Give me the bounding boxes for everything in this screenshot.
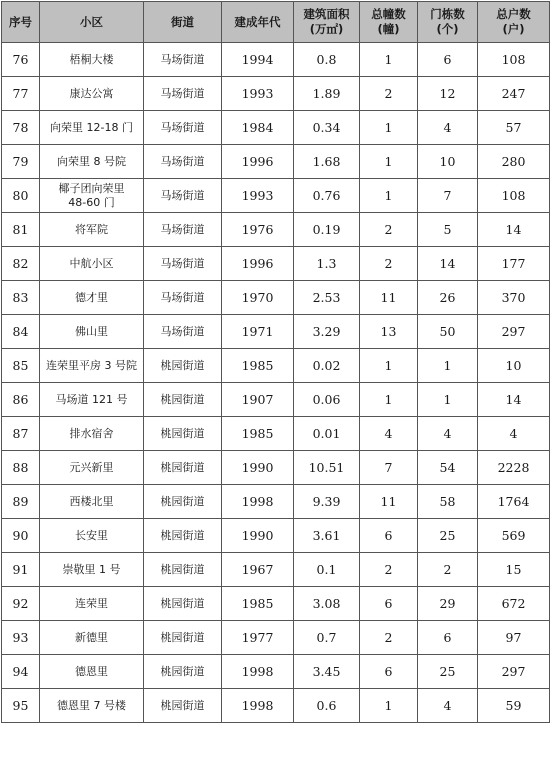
cell-building-count: 2 [360,621,418,655]
cell-building-count: 1 [360,689,418,723]
cell-street: 马场街道 [144,315,222,349]
cell-serial-no: 83 [2,281,40,315]
cell-household-count: 97 [478,621,550,655]
cell-build-year: 1990 [222,519,294,553]
cell-floor-area: 3.29 [294,315,360,349]
cell-build-year: 1993 [222,77,294,111]
cell-community-name: 连荣里 [40,587,144,621]
cell-household-count: 297 [478,315,550,349]
cell-household-count: 57 [478,111,550,145]
cell-street: 桃园街道 [144,485,222,519]
header-household-count: 总户数 (户) [478,2,550,43]
cell-community-name: 梧桐大楼 [40,43,144,77]
cell-build-year: 1985 [222,349,294,383]
cell-serial-no: 87 [2,417,40,451]
header-building-count: 总幢数 (幢) [360,2,418,43]
cell-entrance-count: 6 [418,621,478,655]
cell-serial-no: 91 [2,553,40,587]
cell-build-year: 1984 [222,111,294,145]
cell-street: 桃园街道 [144,621,222,655]
cell-entrance-count: 58 [418,485,478,519]
table-row [2,77,550,111]
cell-building-count: 1 [360,145,418,179]
cell-building-count: 1 [360,383,418,417]
cell-entrance-count: 54 [418,451,478,485]
cell-building-count: 2 [360,213,418,247]
cell-building-count: 6 [360,587,418,621]
cell-community-name: 佛山里 [40,315,144,349]
cell-street: 马场街道 [144,77,222,111]
cell-build-year: 1985 [222,417,294,451]
cell-building-count: 4 [360,417,418,451]
table-row [2,621,550,655]
header-community: 小区 [40,2,144,43]
cell-floor-area: 3.61 [294,519,360,553]
cell-floor-area: 1.89 [294,77,360,111]
table-row [2,247,550,281]
table-row [2,451,550,485]
table-row [2,349,550,383]
cell-community-name: 德恩里 [40,655,144,689]
cell-entrance-count: 14 [418,247,478,281]
cell-building-count: 13 [360,315,418,349]
cell-build-year: 1985 [222,587,294,621]
cell-floor-area: 2.53 [294,281,360,315]
header-build-year: 建成年代 [222,2,294,43]
cell-household-count: 108 [478,179,550,213]
cell-street: 马场街道 [144,281,222,315]
table-header-row [2,2,550,43]
table-row [2,417,550,451]
cell-entrance-count: 10 [418,145,478,179]
cell-floor-area: 0.8 [294,43,360,77]
community-data-table [1,1,550,723]
cell-street: 马场街道 [144,247,222,281]
cell-build-year: 1996 [222,247,294,281]
table-row [2,519,550,553]
cell-serial-no: 78 [2,111,40,145]
cell-floor-area: 1.68 [294,145,360,179]
cell-entrance-count: 4 [418,111,478,145]
table-row [2,485,550,519]
cell-community-name: 椰子团向荣里 48-60 门 [40,179,144,213]
cell-building-count: 2 [360,77,418,111]
table-body [2,43,550,723]
cell-build-year: 1970 [222,281,294,315]
cell-serial-no: 80 [2,179,40,213]
cell-entrance-count: 29 [418,587,478,621]
cell-entrance-count: 5 [418,213,478,247]
cell-build-year: 1990 [222,451,294,485]
cell-serial-no: 89 [2,485,40,519]
cell-entrance-count: 1 [418,383,478,417]
cell-entrance-count: 4 [418,689,478,723]
cell-community-name: 马场道 121 号 [40,383,144,417]
cell-building-count: 1 [360,179,418,213]
cell-street: 桃园街道 [144,689,222,723]
cell-street: 马场街道 [144,43,222,77]
cell-community-name: 将军院 [40,213,144,247]
table-row [2,587,550,621]
cell-street: 桃园街道 [144,383,222,417]
cell-serial-no: 85 [2,349,40,383]
cell-serial-no: 84 [2,315,40,349]
cell-street: 桃园街道 [144,519,222,553]
cell-community-name: 德恩里 7 号楼 [40,689,144,723]
cell-serial-no: 90 [2,519,40,553]
cell-floor-area: 0.7 [294,621,360,655]
cell-household-count: 15 [478,553,550,587]
header-floor-area: 建筑面积 (万㎡) [294,2,360,43]
cell-serial-no: 82 [2,247,40,281]
cell-floor-area: 0.06 [294,383,360,417]
cell-household-count: 280 [478,145,550,179]
cell-entrance-count: 4 [418,417,478,451]
cell-floor-area: 0.1 [294,553,360,587]
cell-street: 马场街道 [144,179,222,213]
cell-entrance-count: 25 [418,655,478,689]
cell-floor-area: 0.01 [294,417,360,451]
cell-building-count: 7 [360,451,418,485]
cell-entrance-count: 50 [418,315,478,349]
table-row [2,655,550,689]
cell-community-name: 西楼北里 [40,485,144,519]
cell-household-count: 247 [478,77,550,111]
cell-street: 桃园街道 [144,451,222,485]
cell-building-count: 6 [360,655,418,689]
cell-build-year: 1998 [222,689,294,723]
cell-household-count: 4 [478,417,550,451]
cell-building-count: 1 [360,349,418,383]
cell-build-year: 1994 [222,43,294,77]
cell-floor-area: 1.3 [294,247,360,281]
cell-serial-no: 94 [2,655,40,689]
cell-floor-area: 3.45 [294,655,360,689]
cell-community-name: 崇敬里 1 号 [40,553,144,587]
cell-serial-no: 77 [2,77,40,111]
cell-community-name: 新德里 [40,621,144,655]
cell-build-year: 1967 [222,553,294,587]
cell-floor-area: 0.76 [294,179,360,213]
cell-floor-area: 0.02 [294,349,360,383]
header-serial-no: 序号 [2,2,40,43]
cell-serial-no: 88 [2,451,40,485]
cell-household-count: 59 [478,689,550,723]
cell-build-year: 1998 [222,655,294,689]
cell-community-name: 连荣里平房 3 号院 [40,349,144,383]
cell-build-year: 1996 [222,145,294,179]
cell-serial-no: 81 [2,213,40,247]
header-street: 街道 [144,2,222,43]
cell-build-year: 1977 [222,621,294,655]
cell-build-year: 1907 [222,383,294,417]
cell-community-name: 中航小区 [40,247,144,281]
cell-household-count: 297 [478,655,550,689]
table-row [2,689,550,723]
header-entrance-count: 门栋数 (个) [418,2,478,43]
cell-building-count: 6 [360,519,418,553]
cell-community-name: 元兴新里 [40,451,144,485]
cell-entrance-count: 12 [418,77,478,111]
cell-build-year: 1976 [222,213,294,247]
cell-community-name: 向荣里 12-18 门 [40,111,144,145]
table-row [2,315,550,349]
cell-building-count: 1 [360,111,418,145]
cell-household-count: 177 [478,247,550,281]
cell-household-count: 2228 [478,451,550,485]
table-row [2,111,550,145]
table-row [2,179,550,213]
cell-community-name: 向荣里 8 号院 [40,145,144,179]
cell-serial-no: 86 [2,383,40,417]
cell-community-name: 德才里 [40,281,144,315]
cell-community-name: 康达公寓 [40,77,144,111]
cell-street: 桃园街道 [144,349,222,383]
cell-serial-no: 76 [2,43,40,77]
cell-household-count: 14 [478,213,550,247]
cell-entrance-count: 26 [418,281,478,315]
cell-street: 桃园街道 [144,587,222,621]
table-row [2,553,550,587]
cell-building-count: 1 [360,43,418,77]
cell-serial-no: 93 [2,621,40,655]
cell-building-count: 11 [360,485,418,519]
cell-floor-area: 0.19 [294,213,360,247]
cell-street: 马场街道 [144,213,222,247]
cell-floor-area: 0.6 [294,689,360,723]
table-row [2,43,550,77]
cell-building-count: 11 [360,281,418,315]
table-row [2,383,550,417]
cell-serial-no: 79 [2,145,40,179]
cell-entrance-count: 1 [418,349,478,383]
cell-street: 桃园街道 [144,655,222,689]
cell-build-year: 1998 [222,485,294,519]
cell-street: 马场街道 [144,145,222,179]
cell-entrance-count: 7 [418,179,478,213]
cell-floor-area: 9.39 [294,485,360,519]
cell-serial-no: 95 [2,689,40,723]
cell-household-count: 14 [478,383,550,417]
cell-street: 桃园街道 [144,553,222,587]
cell-build-year: 1971 [222,315,294,349]
cell-entrance-count: 25 [418,519,478,553]
cell-household-count: 370 [478,281,550,315]
cell-household-count: 569 [478,519,550,553]
cell-household-count: 1764 [478,485,550,519]
cell-street: 桃园街道 [144,417,222,451]
cell-community-name: 排水宿舍 [40,417,144,451]
table-row [2,145,550,179]
table-row [2,213,550,247]
cell-serial-no: 92 [2,587,40,621]
cell-building-count: 2 [360,553,418,587]
cell-household-count: 108 [478,43,550,77]
cell-street: 马场街道 [144,111,222,145]
cell-floor-area: 0.34 [294,111,360,145]
cell-entrance-count: 6 [418,43,478,77]
cell-floor-area: 10.51 [294,451,360,485]
cell-floor-area: 3.08 [294,587,360,621]
table-row [2,281,550,315]
cell-household-count: 10 [478,349,550,383]
cell-entrance-count: 2 [418,553,478,587]
cell-community-name: 长安里 [40,519,144,553]
cell-household-count: 672 [478,587,550,621]
cell-build-year: 1993 [222,179,294,213]
cell-building-count: 2 [360,247,418,281]
